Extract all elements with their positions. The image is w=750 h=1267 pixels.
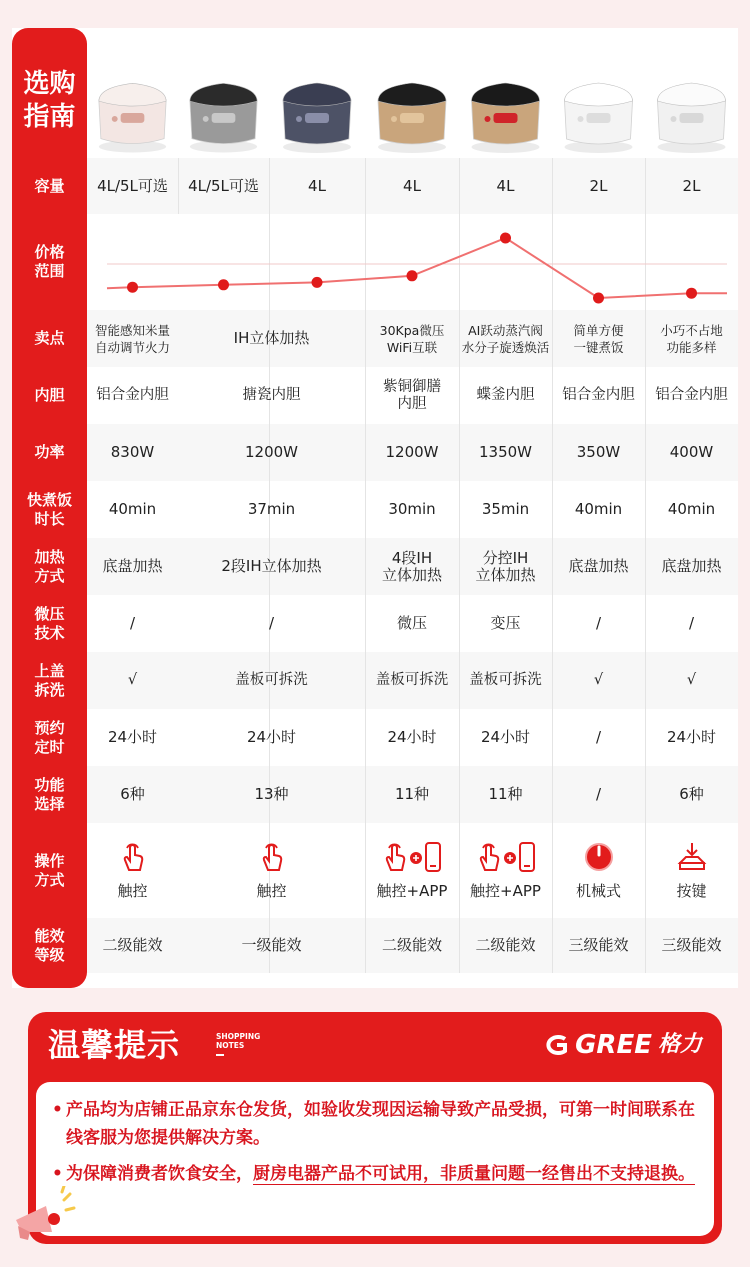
cell-power: 350W — [576, 443, 621, 461]
cell-lid-wash: √ — [686, 672, 697, 688]
operation-icons — [476, 841, 536, 877]
row-label-operation: 操作 方式 — [34, 851, 65, 889]
cell-energy: 三级能效 — [568, 936, 629, 954]
cell-operation — [552, 823, 645, 918]
cell-capacity: 4L — [496, 176, 515, 195]
row-label-quick-cook: 快煮饭 时长 — [26, 490, 72, 528]
cell-selling-points: IH立体加热 — [233, 329, 310, 347]
cell-lid-wash: 盖板可拆洗 — [235, 672, 308, 688]
product-image-pressure-cooker-black-gold — [459, 62, 552, 162]
touch-icon — [476, 840, 502, 878]
cell-functions: 13种 — [254, 785, 289, 803]
cell-functions: 6种 — [120, 785, 145, 803]
cell-operation — [178, 823, 365, 918]
product-image-mini-cooker-white-round — [645, 62, 738, 162]
cell-quick-cook: 37min — [247, 500, 296, 518]
cell-energy: 三级能效 — [661, 936, 722, 954]
cell-power: 1350W — [478, 443, 532, 461]
gree-logo — [543, 1026, 702, 1064]
notes-dash — [216, 1054, 224, 1056]
cell-lid-wash: 盖板可拆洗 — [469, 672, 542, 688]
cell-operation — [87, 823, 178, 918]
product-image-mini-cooker-white — [552, 62, 645, 162]
cell-functions: 6种 — [679, 785, 704, 803]
gree-swoosh-icon — [543, 1034, 569, 1056]
cell-inner-pot: 搪瓷内胆 — [242, 387, 301, 403]
cell-selling-points: 30Kpa微压 WiFi互联 — [379, 322, 445, 355]
cell-capacity: 4L/5L可选 — [97, 176, 168, 195]
buying-guide-table — [12, 28, 738, 988]
operation-icons — [382, 841, 442, 877]
cell-quick-cook: 35min — [481, 500, 530, 518]
row-label-column — [12, 28, 87, 988]
price-point — [312, 277, 323, 288]
row-label-selling-points: 卖点 — [34, 329, 65, 347]
cell-heating: 底盘加热 — [568, 557, 629, 575]
price-trend-line — [107, 238, 727, 298]
cell-micro-pressure: 微压 — [396, 614, 427, 632]
cell-operation — [459, 823, 552, 918]
cell-energy: 二级能效 — [102, 936, 163, 954]
price-point — [127, 282, 138, 293]
cell-heating: 底盘加热 — [661, 557, 722, 575]
cell-timer: 24小时 — [666, 728, 717, 746]
cell-timer: / — [595, 728, 602, 746]
operation-label: 按键 — [676, 882, 707, 900]
knob-icon — [583, 841, 615, 877]
cell-quick-cook: 40min — [667, 500, 716, 518]
cell-selling-points: 小巧不占地 功能多样 — [660, 322, 723, 355]
cell-quick-cook: 40min — [108, 500, 157, 518]
price-point — [593, 293, 604, 304]
notes-title: 温馨提示 — [48, 1026, 181, 1064]
product-image-rice-cooker-gold-black — [365, 62, 459, 162]
cell-operation — [645, 823, 738, 918]
cell-energy: 一级能效 — [241, 936, 302, 954]
cell-micro-pressure: / — [268, 614, 275, 632]
cell-heating: 2段IH立体加热 — [221, 557, 322, 575]
cell-quick-cook: 40min — [574, 500, 623, 518]
cell-inner-pot: 蝶釜内胆 — [476, 387, 535, 403]
price-range-chart — [87, 218, 738, 310]
megaphone-icon — [6, 1186, 76, 1246]
plus-icon — [504, 851, 516, 868]
bullet-icon: • — [52, 1100, 63, 1120]
price-point — [218, 279, 229, 290]
cell-inner-pot: 铝合金内胆 — [655, 387, 728, 403]
product-image-rice-cooker-black-silver — [178, 62, 269, 162]
cell-lid-wash: √ — [127, 672, 138, 688]
cell-timer: 24小时 — [246, 728, 297, 746]
row-label-micro-pressure: 微压 技术 — [34, 604, 65, 642]
cell-selling-points: AI跃动蒸汽阀 水分子旋透焕活 — [461, 322, 550, 355]
cell-quick-cook: 30min — [388, 500, 436, 518]
price-point — [500, 233, 511, 244]
row-label-power: 功率 — [34, 443, 65, 461]
cell-functions: 11种 — [394, 785, 430, 803]
cell-power: 1200W — [244, 443, 298, 461]
brand-name: GREE — [575, 1030, 652, 1060]
price-point — [407, 270, 418, 281]
cell-inner-pot: 铝合金内胆 — [562, 387, 635, 403]
touch-icon — [120, 840, 146, 878]
note-text: 产品均为店铺正品京东仓发货，如验收发现因运输导致产品受损，可第一时间联系在线客服为您提供解决方案。 — [66, 1100, 695, 1148]
operation-label: 触控+APP — [470, 882, 541, 900]
cell-timer: 24小时 — [107, 728, 158, 746]
cell-heating: 4段IH 立体加热 — [381, 548, 442, 584]
cell-capacity: 4L — [403, 176, 421, 195]
operation-icons — [583, 841, 615, 877]
cell-power: 830W — [110, 443, 155, 461]
cell-lid-wash: 盖板可拆洗 — [375, 672, 449, 688]
cell-micro-pressure: / — [688, 614, 695, 632]
cell-energy: 二级能效 — [475, 936, 536, 954]
cell-heating: 分控IH 立体加热 — [475, 548, 536, 584]
operation-label: 触控 — [256, 882, 287, 900]
row-label-lid-wash: 上盖 拆洗 — [34, 661, 65, 699]
operation-icons — [120, 841, 146, 877]
note-item-1 — [52, 1096, 706, 1152]
product-image-rice-cooker-navy — [269, 62, 365, 162]
cell-functions: / — [595, 785, 602, 803]
row-label-energy: 能效 等级 — [34, 926, 65, 964]
guide-title: 选购 指南 — [23, 69, 76, 132]
touch-icon — [382, 840, 408, 878]
row-label-timer: 预约 定时 — [34, 718, 65, 756]
operation-icons — [676, 841, 708, 877]
operation-label: 触控+APP — [376, 882, 448, 900]
notes-subtitle: SHOPPING NOTES — [216, 1032, 261, 1050]
cell-capacity: 4L — [308, 176, 326, 195]
cell-energy: 二级能效 — [381, 936, 442, 954]
shopping-notes-panel — [28, 1012, 722, 1244]
row-label-price: 价格 范围 — [34, 243, 65, 280]
operation-label: 机械式 — [575, 882, 621, 900]
phone-icon — [424, 841, 442, 877]
row-label-heating: 加热 方式 — [34, 547, 65, 585]
cell-timer: 24小时 — [387, 728, 437, 746]
cell-lid-wash: √ — [593, 672, 604, 688]
cell-timer: 24小时 — [480, 728, 531, 746]
cell-capacity: 2L — [682, 176, 701, 195]
row-label-capacity: 容量 — [34, 176, 65, 195]
cell-selling-points: 简单方便 一键煮饭 — [573, 322, 624, 355]
cell-capacity: 4L/5L可选 — [188, 176, 259, 195]
cell-heating: 底盘加热 — [102, 557, 163, 575]
note-item-2 — [52, 1160, 706, 1188]
cell-selling-points: 智能感知米量 自动调节火力 — [94, 322, 170, 355]
cell-functions: 11种 — [488, 785, 523, 803]
price-point — [686, 288, 697, 299]
plus-icon — [410, 851, 422, 868]
cell-inner-pot: 铝合金内胆 — [96, 387, 169, 403]
note-text-underlined: 厨房电器产品不可试用，非质量问题一经售出不支持退换。 — [253, 1164, 695, 1184]
cell-micro-pressure: / — [129, 614, 136, 632]
row-label-inner-pot: 内胆 — [34, 386, 65, 404]
cell-power: 1200W — [385, 443, 439, 461]
brand-name-cn: 格力 — [657, 1032, 702, 1057]
row-label-functions: 功能 选择 — [34, 775, 65, 813]
notes-content-box — [36, 1082, 714, 1236]
cell-micro-pressure: 变压 — [490, 614, 521, 632]
cell-operation — [365, 823, 459, 918]
cell-capacity: 2L — [589, 176, 608, 195]
touch-icon — [259, 840, 285, 878]
phone-icon — [518, 841, 536, 877]
operation-icons — [259, 841, 285, 877]
cell-power: 400W — [669, 443, 714, 461]
product-image-rice-cooker-pink-white — [87, 62, 178, 162]
bullet-icon: • — [52, 1164, 63, 1184]
cell-inner-pot: 紫铜御膳 内胆 — [383, 378, 441, 412]
operation-label: 触控 — [117, 882, 148, 900]
press-button-icon — [676, 841, 708, 877]
cell-micro-pressure: / — [595, 614, 602, 632]
note-text: 为保障消费者饮食安全， — [66, 1164, 253, 1184]
